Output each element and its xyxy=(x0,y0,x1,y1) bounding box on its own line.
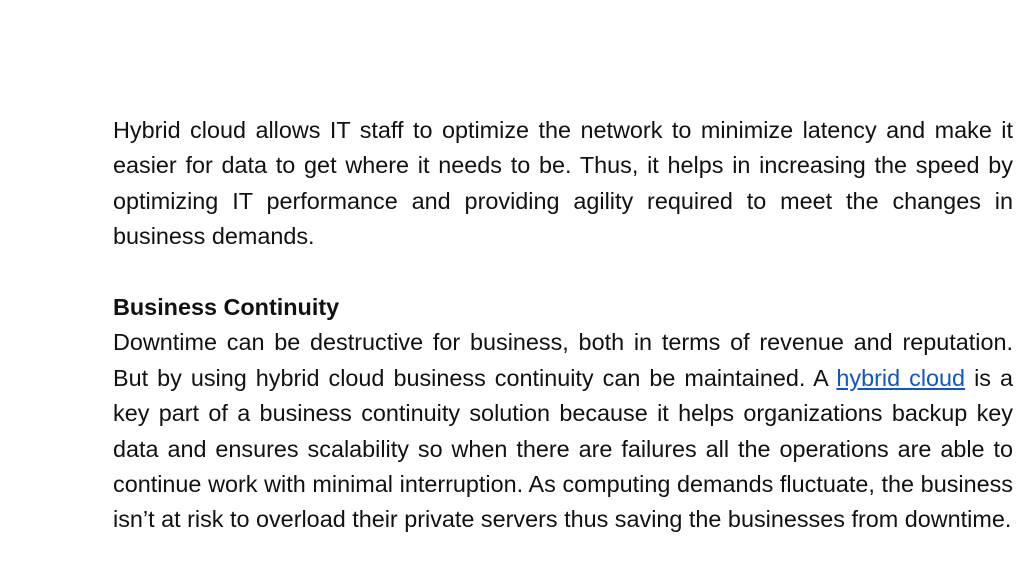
hybrid-cloud-link[interactable]: hybrid cloud xyxy=(836,364,966,391)
document-body xyxy=(113,113,1013,538)
section-text-before-link: Downtime can be destructive for business, both in terms of revenue and reputation. But by using hybrid cloud business continuity can be maintained. A xyxy=(113,329,1013,391)
section-paragraph xyxy=(113,325,1013,537)
paragraph-spacer xyxy=(113,255,1013,290)
intro-paragraph: Hybrid cloud allows IT staff to optimize the network to minimize latency and make it easier for data to get where it needs to be. Thus, it helps in increasing the speed by optimizing IT performance and providing agility required to meet the changes in business demands. xyxy=(113,117,1013,250)
section-heading: Business Continuity xyxy=(113,294,340,321)
section-text-after-link: is a key part of a business continuity solution because it helps organizations backup key data and ensures scalability so when there are failures all the operations are able to continue work with minimal interruption. As computing demands fluctuate, the business isn’t at risk to overload their private servers thus saving the businesses from downtime. xyxy=(113,364,1014,533)
